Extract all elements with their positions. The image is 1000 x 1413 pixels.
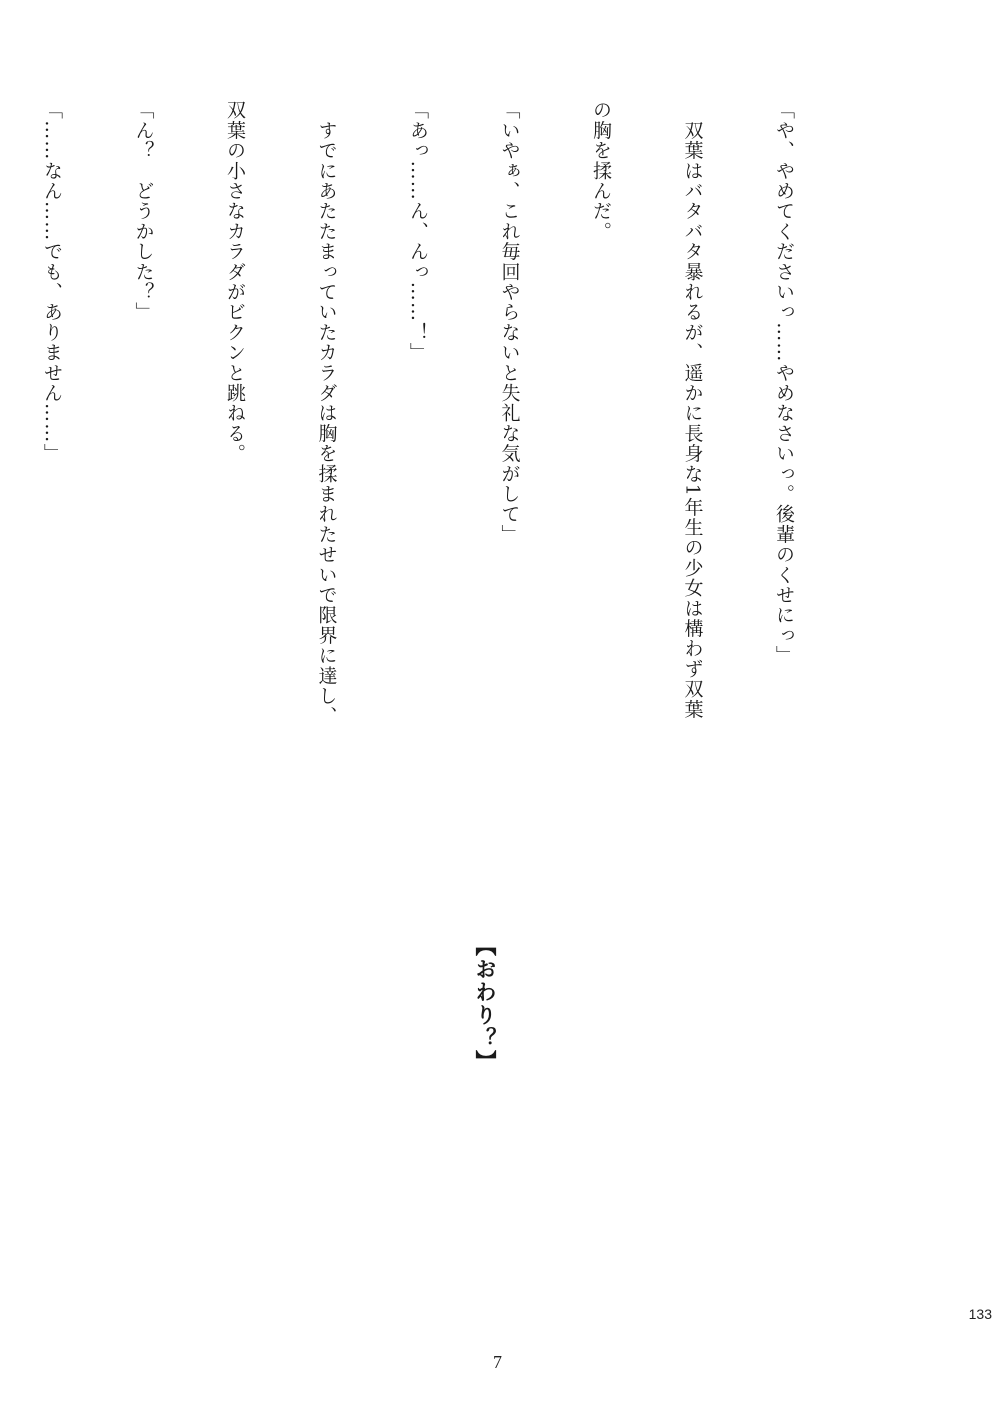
text-line: 「……なん……でも、ありません……」 [41, 100, 63, 464]
text-line: すでにあたたまっていたカラダは胸を揉まれたせいで限界に達し、 [315, 100, 338, 727]
ending-mark: 【おわり？】 [473, 935, 497, 1073]
text-line: 「ん？ どうかした？」 [132, 100, 155, 323]
text-line: 「や、やめてくださいっ……やめなさいっ。後輩のくせにっ」 [773, 100, 795, 666]
text-line: 双葉はバタバタ暴れるが、遥かに長身な1年生の少女は構わず双葉 [681, 100, 704, 720]
page-number: 7 [493, 1352, 502, 1372]
text-line: 「いやぁ、これ毎回やらないと失礼な気がして」 [498, 100, 521, 545]
page-number-small: 133 [968, 1306, 992, 1322]
text-line: の胸を揉んだ。 [590, 100, 612, 242]
text-line: 双葉の小さなカラダがビクンと跳ねる。 [224, 100, 246, 464]
text-line: 「あっ……ん、んっ……！」 [407, 100, 429, 363]
body-text [0, 100, 860, 727]
